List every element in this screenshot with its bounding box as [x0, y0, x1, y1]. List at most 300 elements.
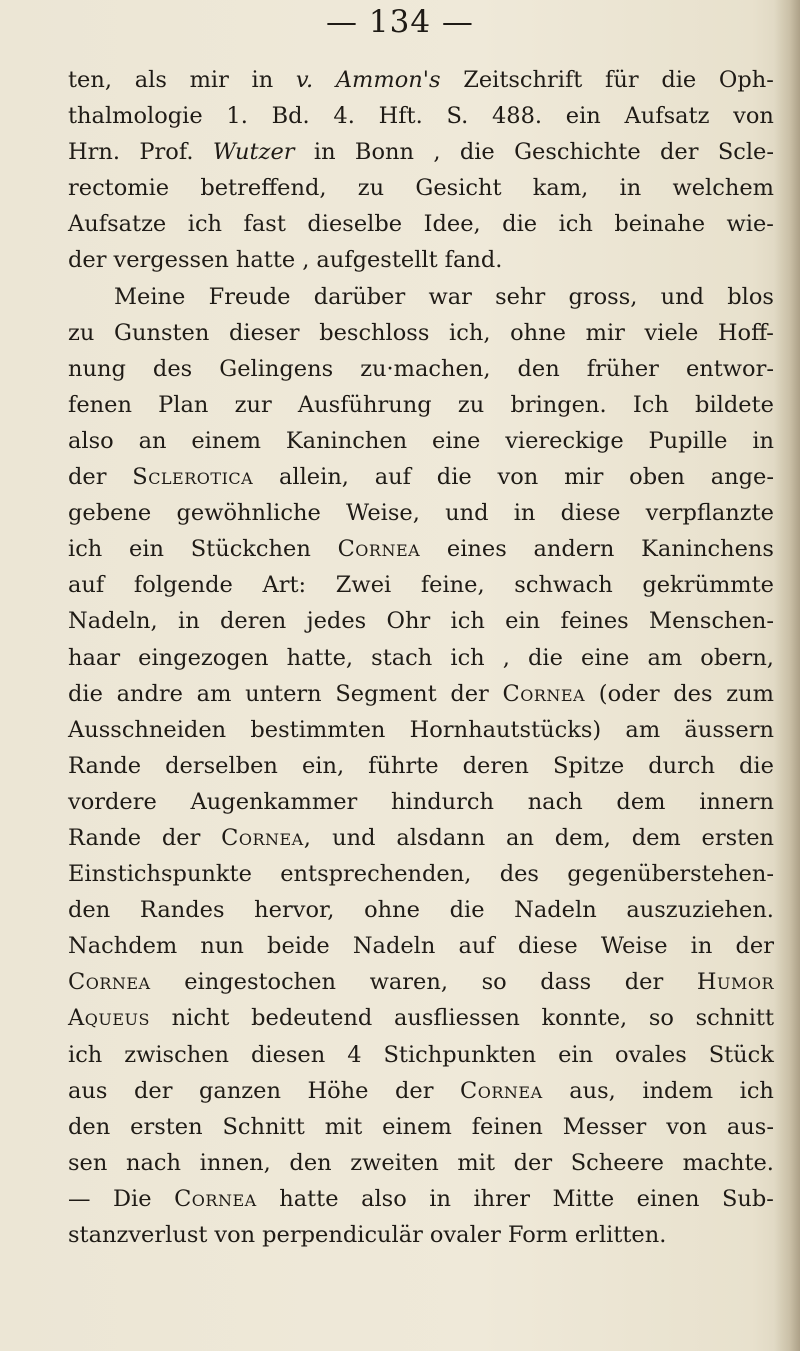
word: der: [513, 1149, 553, 1176]
word: feine,: [420, 572, 485, 599]
word: zu·machen,: [360, 355, 491, 382]
word: am: [625, 716, 661, 743]
word: Randes: [139, 897, 225, 924]
word: eine: [581, 644, 630, 671]
word: thalmologie: [68, 103, 203, 130]
word: bildete: [695, 391, 774, 418]
text-line: [68, 423, 774, 459]
word: der: [68, 247, 107, 274]
word: an: [138, 427, 167, 454]
text-line: [68, 315, 774, 351]
word: obern,: [700, 644, 774, 671]
word: gekrümmte: [642, 572, 774, 599]
word: diese: [517, 933, 578, 960]
word: machte.: [682, 1149, 774, 1176]
word: ich: [68, 1041, 103, 1068]
word: eingezogen: [138, 644, 269, 671]
word: Hft.: [378, 103, 423, 130]
word: hervor,: [254, 897, 335, 924]
word: Rande: [68, 824, 142, 851]
word: Augenkammer: [190, 788, 358, 815]
word: von: [666, 1113, 707, 1140]
word: dem,: [554, 824, 611, 851]
word: hatte: [235, 247, 296, 274]
word: hatte: [279, 1185, 339, 1212]
word: durch: [648, 752, 715, 779]
word: des: [673, 680, 713, 707]
word: deren: [220, 608, 287, 635]
word: aufgestellt: [316, 247, 438, 274]
body-text: [68, 62, 774, 1253]
text-line: [68, 170, 774, 206]
word: Hoff-: [717, 319, 774, 346]
word: der: [624, 969, 664, 996]
word: ovaler: [429, 1222, 501, 1248]
word: auf: [458, 933, 495, 960]
word: beschloss: [319, 319, 430, 346]
word: ersten: [701, 824, 774, 851]
text-line: [68, 279, 774, 315]
word: in: [313, 139, 336, 166]
word: die: [661, 67, 697, 93]
word: Zwei: [335, 572, 392, 599]
word: eines: [446, 536, 507, 563]
text-line: [68, 1000, 774, 1036]
text-line: [68, 784, 774, 820]
word: die: [502, 211, 538, 238]
word: die: [68, 680, 103, 707]
word: zum: [726, 680, 774, 707]
word: für: [605, 67, 639, 93]
word: ein: [558, 1041, 594, 1068]
word: einen: [636, 1185, 700, 1212]
word: Plan: [158, 391, 209, 418]
word: Messer: [562, 1113, 647, 1140]
word: haar: [68, 644, 121, 671]
word: Die: [113, 1185, 152, 1212]
word: ovales: [615, 1041, 687, 1068]
word: Wutzer: [212, 139, 295, 166]
word: die: [528, 644, 563, 671]
word: Sub-: [722, 1185, 774, 1212]
word: Mitte: [552, 1185, 615, 1212]
word: ihrer: [473, 1185, 530, 1212]
word: fenen: [68, 391, 132, 418]
word: diese: [560, 500, 621, 527]
word: in: [251, 67, 274, 93]
word: Aufsatz: [624, 103, 710, 130]
word: andern: [533, 536, 615, 563]
word: Stichpunkten: [383, 1041, 537, 1068]
word: gewöhnliche: [176, 500, 321, 527]
word: der: [68, 464, 107, 491]
word: Nadeln: [514, 897, 597, 924]
word: konnte,: [541, 1005, 628, 1032]
word: ein: [505, 608, 541, 635]
word: Nadeln,: [68, 608, 158, 635]
word: in: [513, 500, 536, 527]
word: nicht: [171, 1005, 230, 1032]
word: die: [436, 464, 472, 491]
word: allein,: [279, 464, 349, 491]
word: Kaninchen: [285, 427, 408, 454]
text-line: [68, 820, 774, 856]
word: Ich: [632, 391, 669, 418]
word: den: [517, 355, 560, 382]
word: die: [449, 897, 485, 924]
word: Form: [507, 1222, 568, 1248]
word: viele: [644, 319, 699, 346]
word: dieser: [229, 319, 300, 346]
word: früher: [586, 355, 659, 382]
word: schwach: [514, 572, 613, 599]
word: die: [459, 139, 495, 166]
word: ohne: [364, 897, 420, 924]
word: Gelingens: [219, 355, 334, 382]
word: kam,: [532, 175, 589, 202]
word: aus: [68, 1077, 108, 1104]
text-line: [68, 134, 774, 170]
word: Weise,: [346, 500, 420, 527]
word: am: [196, 680, 232, 707]
word: innern: [699, 788, 774, 815]
word: und: [445, 500, 489, 527]
word: mir: [564, 464, 604, 491]
word: Stückchen: [190, 536, 311, 563]
word: Cornea: [174, 1185, 257, 1212]
word: Rande: [68, 752, 142, 779]
word: in: [178, 608, 200, 635]
word: Pupille: [648, 427, 728, 454]
word: aus-: [726, 1113, 774, 1140]
word: Einstichspunkte: [68, 861, 252, 888]
word: von: [733, 103, 774, 130]
word: in: [619, 175, 642, 202]
page-edge-shadow: [774, 0, 800, 1351]
word: Ausführung: [297, 391, 432, 418]
word: Cornea: [460, 1077, 543, 1104]
word: ich,: [449, 319, 491, 346]
word: Scheere: [570, 1149, 664, 1176]
text-line: [68, 351, 774, 387]
text-line: [68, 892, 774, 928]
word: Freude: [208, 283, 291, 310]
word: dem: [616, 788, 666, 815]
word: Höhe: [307, 1077, 369, 1104]
word: Hornhautstücks): [409, 716, 602, 743]
word: Aufsatze: [68, 211, 167, 238]
word: dieselbe: [307, 211, 403, 238]
word: v.: [295, 67, 314, 93]
text-line: [68, 1217, 774, 1253]
word: fast: [243, 211, 286, 238]
word: ten,: [68, 67, 113, 93]
word: jedes: [306, 608, 367, 635]
word: so: [481, 969, 507, 996]
word: betreffend,: [200, 175, 327, 202]
word: von: [214, 1222, 256, 1248]
word: S.: [446, 103, 469, 130]
word: war: [428, 283, 472, 310]
text-line: [68, 62, 774, 98]
word: Gesicht: [415, 175, 502, 202]
word: entwor-: [685, 355, 774, 382]
text-line: [68, 1037, 774, 1073]
text-line: [68, 531, 774, 567]
word: derselben: [165, 752, 278, 779]
word: Spitze: [552, 752, 625, 779]
text-line: [68, 856, 774, 892]
word: als: [134, 67, 167, 93]
word: schnitt: [695, 1005, 774, 1032]
word: zweiten: [350, 1149, 439, 1176]
word: Gunsten: [114, 319, 210, 346]
text-line: [68, 748, 774, 784]
word: waren,: [369, 969, 448, 996]
text-line: [68, 603, 774, 639]
word: oben: [629, 464, 685, 491]
word: ich: [187, 211, 223, 238]
text-line: [68, 676, 774, 712]
word: ein,: [301, 752, 345, 779]
word: Prof.: [139, 139, 194, 166]
word: Bonn: [354, 139, 414, 166]
word: Sclerotica: [132, 464, 254, 491]
word: sehr: [495, 283, 546, 310]
word: perpendiculär: [262, 1222, 423, 1248]
word: hatte,: [286, 644, 354, 671]
word: ich: [450, 608, 485, 635]
word: hindurch: [391, 788, 494, 815]
word: und: [332, 824, 376, 851]
word: Ammon's: [335, 67, 441, 93]
word: aus,: [569, 1077, 616, 1104]
word: nach: [527, 788, 583, 815]
word: Meine: [114, 283, 186, 310]
word: äussern: [684, 716, 774, 743]
word: die: [739, 752, 774, 779]
word: Schnitt: [222, 1113, 305, 1140]
word: der: [735, 933, 774, 960]
word: viereckige: [505, 427, 624, 454]
text-line: [68, 206, 774, 242]
word: bringen.: [510, 391, 607, 418]
word: Segment: [335, 680, 437, 707]
word: so: [648, 1005, 674, 1032]
word: beinahe: [614, 211, 706, 238]
word: ,: [502, 644, 510, 671]
word: bedeutend: [251, 1005, 373, 1032]
word: ich: [450, 644, 485, 671]
word: ohne: [510, 319, 566, 346]
word: ich: [739, 1077, 774, 1104]
word: und: [660, 283, 705, 310]
word: Stück: [708, 1041, 774, 1068]
word: Nadeln: [352, 933, 436, 960]
word: Weise: [600, 933, 668, 960]
word: in: [429, 1185, 451, 1212]
word: des: [499, 861, 539, 888]
text-line: [68, 387, 774, 423]
word: bestimmten: [250, 716, 386, 743]
word: vergessen: [113, 247, 229, 274]
word: 4: [347, 1041, 362, 1068]
word: darüber: [313, 283, 406, 310]
word: vordere: [68, 788, 157, 815]
word: Aqueus: [68, 1005, 150, 1032]
word: Kaninchens: [641, 536, 774, 563]
word: der: [395, 1077, 434, 1104]
word: verpflanzte: [645, 500, 774, 527]
word: gebene: [68, 500, 152, 527]
word: Scle-: [717, 139, 774, 166]
word: 488.: [491, 103, 543, 130]
word: der: [660, 139, 699, 166]
word: mir: [585, 319, 625, 346]
word: untern: [245, 680, 322, 707]
word: nach: [126, 1149, 181, 1176]
word: auf: [68, 572, 105, 599]
word: Cornea: [337, 536, 421, 563]
word: indem: [642, 1077, 714, 1104]
word: den: [68, 1113, 111, 1140]
word: stach: [371, 644, 433, 671]
word: ich: [68, 536, 103, 563]
word: fand.: [444, 247, 503, 274]
word: mir: [189, 67, 229, 93]
word: ersten: [130, 1113, 203, 1140]
word: ich: [558, 211, 593, 238]
word: Humor: [696, 969, 774, 996]
text-line: [68, 928, 774, 964]
word: auszuziehen.: [626, 897, 774, 924]
word: ange-: [710, 464, 774, 491]
word: einem: [191, 427, 261, 454]
word: folgende: [133, 572, 233, 599]
word: blos: [727, 283, 774, 310]
word: der: [161, 824, 201, 851]
word: zu: [68, 319, 95, 346]
word: des: [152, 355, 193, 382]
word: am: [647, 644, 683, 671]
word: stanzverlust: [68, 1222, 208, 1248]
word: Ausschneiden: [68, 716, 227, 743]
word: ,: [433, 139, 441, 166]
word: beide: [267, 933, 330, 960]
word: (oder: [598, 680, 660, 707]
word: alsdann: [396, 824, 486, 851]
text-line: [68, 459, 774, 495]
word: Oph-: [718, 67, 774, 93]
text-line: [68, 1181, 774, 1217]
word: 1.: [226, 103, 248, 130]
text-line: [68, 98, 774, 134]
word: den: [289, 1149, 332, 1176]
word: diesen: [250, 1041, 326, 1068]
word: zu: [357, 175, 385, 202]
word: ein: [565, 103, 601, 130]
word: in: [690, 933, 713, 960]
word: Geschichte: [514, 139, 641, 166]
word: führte: [368, 752, 439, 779]
word: andre: [116, 680, 183, 707]
word: nung: [68, 355, 126, 382]
word: —: [68, 1185, 91, 1212]
word: einem: [382, 1113, 452, 1140]
word: Bd.: [271, 103, 310, 130]
word: feinen: [471, 1113, 543, 1140]
word: gross,: [568, 283, 638, 310]
word: wie-: [726, 211, 774, 238]
word: rectomie: [68, 175, 170, 202]
text-line: [68, 1145, 774, 1181]
word: gegenüberstehen-: [567, 861, 774, 888]
word: ,: [302, 247, 310, 274]
word: dass: [540, 969, 592, 996]
text-line: [68, 1109, 774, 1145]
word: der: [133, 1077, 173, 1104]
word: sen: [68, 1149, 108, 1176]
word: innen,: [199, 1149, 271, 1176]
page-number: — 134 —: [326, 4, 474, 40]
word: ganzen: [199, 1077, 281, 1104]
word: an: [506, 824, 534, 851]
word: zu: [457, 391, 485, 418]
word: zwischen: [124, 1041, 230, 1068]
word: Cornea: [68, 969, 151, 996]
text-line: [68, 242, 774, 278]
word: von: [497, 464, 539, 491]
word: 4.: [333, 103, 355, 130]
text-line: [68, 567, 774, 603]
text-line: [68, 964, 774, 1000]
word: Art:: [262, 572, 307, 599]
word: nun: [200, 933, 244, 960]
word: entsprechenden,: [280, 861, 472, 888]
word: mit: [324, 1113, 363, 1140]
word: Hrn.: [68, 139, 121, 166]
text-line: [68, 640, 774, 676]
word: mit: [457, 1149, 495, 1176]
word: eingestochen: [184, 969, 336, 996]
word: Nachdem: [68, 933, 178, 960]
word: dem: [631, 824, 681, 851]
word: Idee,: [423, 211, 481, 238]
word: Cornea,: [221, 824, 312, 851]
text-line: [68, 1073, 774, 1109]
word: eine: [432, 427, 481, 454]
word: erlitten.: [574, 1222, 667, 1248]
word: welchem: [672, 175, 774, 202]
word: Cornea: [502, 680, 586, 707]
word: den: [68, 897, 111, 924]
word: deren: [462, 752, 529, 779]
word: also: [68, 427, 114, 454]
word: Ohr: [386, 608, 431, 635]
word: ein: [129, 536, 165, 563]
text-line: [68, 495, 774, 531]
word: also: [361, 1185, 407, 1212]
word: Zeitschrift: [463, 67, 583, 93]
word: der: [450, 680, 489, 707]
word: ausfliessen: [393, 1005, 520, 1032]
word: zur: [234, 391, 272, 418]
word: in: [752, 427, 774, 454]
word: feines: [560, 608, 629, 635]
word: auf: [374, 464, 411, 491]
text-line: [68, 712, 774, 748]
word: Menschen-: [649, 608, 774, 635]
